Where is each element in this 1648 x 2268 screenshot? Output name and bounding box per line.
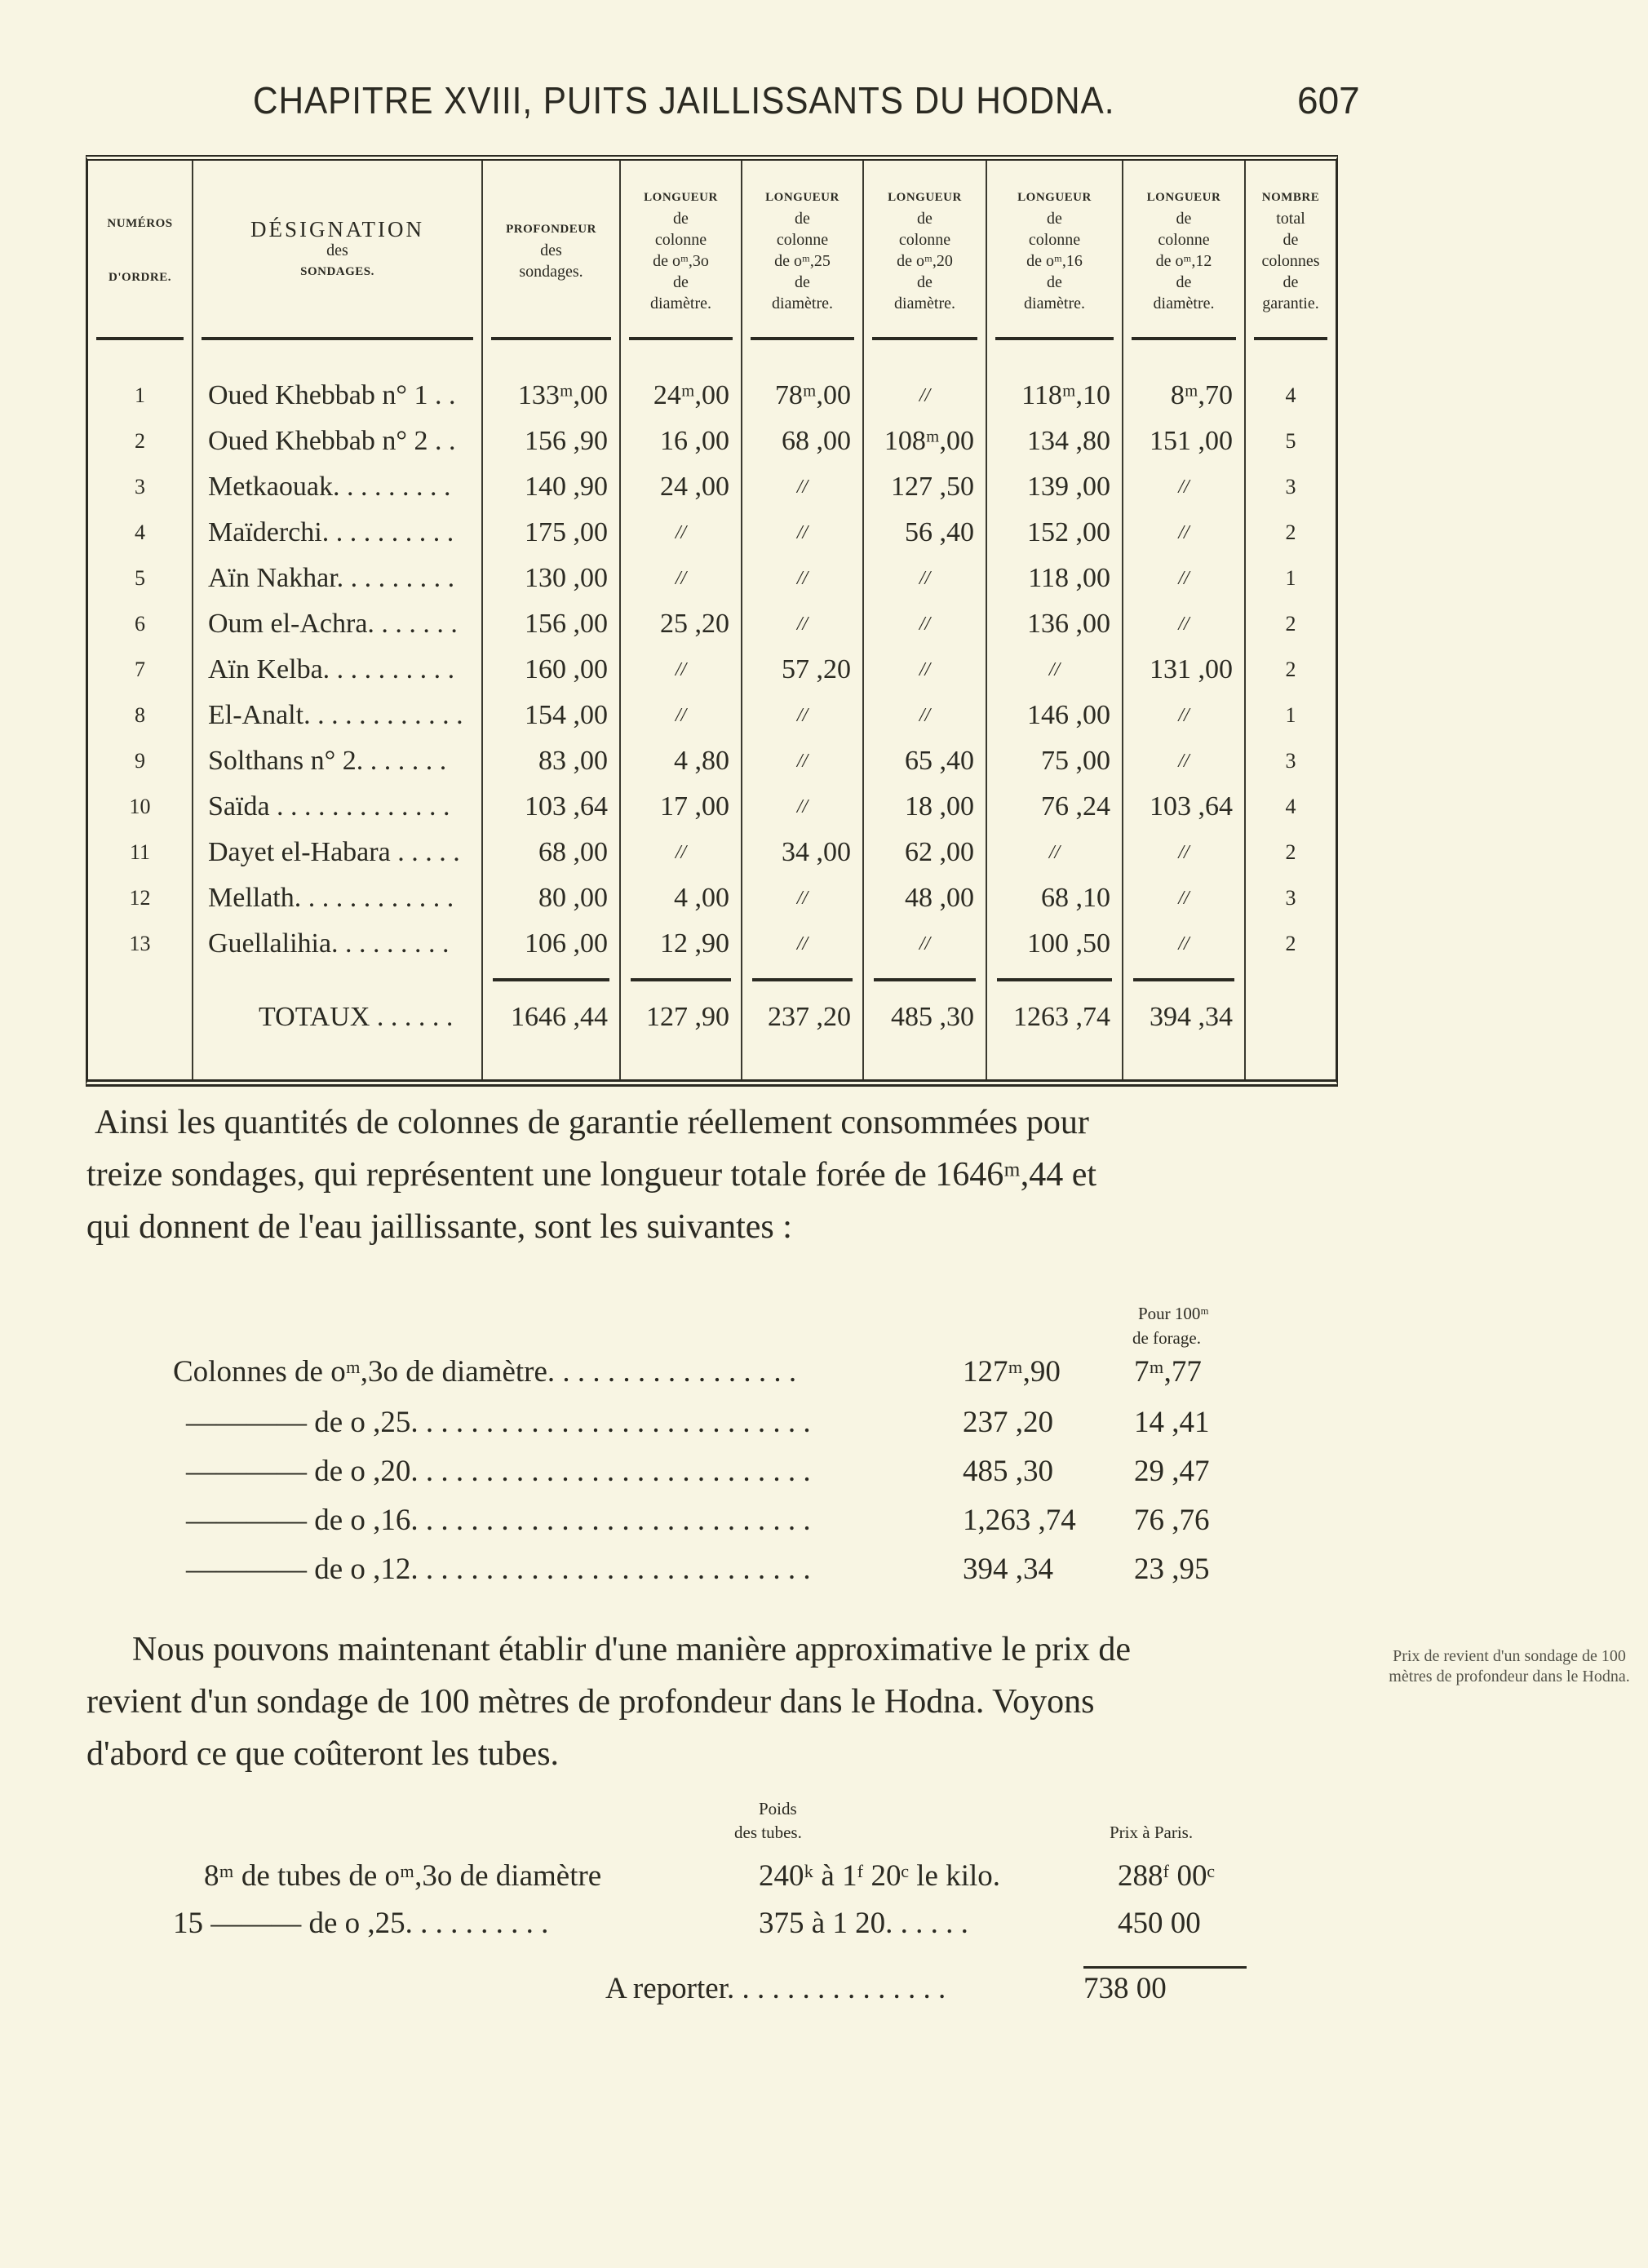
column-header-line: de <box>917 273 933 291</box>
table-header-row <box>88 161 1336 340</box>
column-header-line <box>88 234 192 267</box>
empty-cell <box>620 1040 742 1079</box>
empty-cell <box>482 1040 620 1079</box>
margin-note: Prix de revient d'un sondage de 100 mètres de profondeur dans le Hodna. <box>1389 1647 1630 1685</box>
depth: 130 ,00 <box>482 556 620 601</box>
len-020: 62 ,00 <box>863 830 986 875</box>
column-header <box>620 161 742 340</box>
column-header-line: LONGUEUR <box>644 191 718 204</box>
column-header-line: de <box>1047 273 1062 291</box>
column-header-line: de oᵐ,20 <box>897 252 953 270</box>
table-row <box>88 784 1336 830</box>
len-012: 394 ,34 <box>1123 994 1245 1040</box>
depth: 156 ,00 <box>482 601 620 647</box>
column-header-line: de <box>1283 273 1299 291</box>
spacer-row <box>88 1040 1336 1079</box>
table-row <box>88 601 1336 647</box>
len-012: // <box>1123 510 1245 556</box>
len-016: 136 ,00 <box>986 601 1123 647</box>
len-025: // <box>742 510 863 556</box>
len-025: 68 ,00 <box>742 419 863 464</box>
len-012: 151 ,00 <box>1123 419 1245 464</box>
well-name: Saïda . . . . . . . . . . . . . <box>193 784 482 830</box>
len-012: // <box>1123 601 1245 647</box>
well-name: Metkaouak. . . . . . . . . <box>193 464 482 510</box>
len-020: // <box>863 556 986 601</box>
len-012: // <box>1123 464 1245 510</box>
table-row <box>88 830 1336 875</box>
separator-cell <box>1123 967 1245 994</box>
len-030: 24ᵐ,00 <box>620 373 742 419</box>
column-header-line: LONGUEUR <box>1017 191 1092 204</box>
column-header-line: garantie. <box>1262 295 1319 312</box>
column-header-line: SONDAGES. <box>300 265 374 278</box>
len-016: 134 ,80 <box>986 419 1123 464</box>
len-012: 103 ,64 <box>1123 784 1245 830</box>
depth: 133ᵐ,00 <box>482 373 620 419</box>
len-020: // <box>863 921 986 967</box>
column-list-length: 127ᵐ,90 <box>963 1355 1061 1389</box>
len-016: 118 ,00 <box>986 556 1123 601</box>
column-header-line: des <box>326 241 348 259</box>
tube-price: 288ᶠ 00ᶜ <box>1118 1859 1215 1893</box>
depth: 106 ,00 <box>482 921 620 967</box>
table-row <box>88 921 1336 967</box>
empty-cell <box>1123 340 1245 373</box>
len-020: // <box>863 373 986 419</box>
len-020: // <box>863 601 986 647</box>
empty-cell <box>482 340 620 373</box>
len-016: // <box>986 647 1123 693</box>
well-name: Maïderchi. . . . . . . . . . <box>193 510 482 556</box>
len-030: // <box>620 510 742 556</box>
row-number: 6 <box>135 612 145 636</box>
column-header-line: diamètre. <box>650 295 711 312</box>
len-020: 56 ,40 <box>863 510 986 556</box>
column-header-line: colonnes <box>1261 252 1320 270</box>
len-016: 68 ,10 <box>986 875 1123 921</box>
total-count: 4 <box>1245 784 1336 830</box>
empty-cell <box>986 1040 1123 1079</box>
column-header-line: de oᵐ,16 <box>1026 252 1083 270</box>
len-030: // <box>620 647 742 693</box>
row-number: 3 <box>135 475 145 498</box>
column-list-length: 485 ,30 <box>963 1455 1053 1488</box>
empty-cell <box>88 1040 193 1079</box>
separator-cell <box>986 967 1123 994</box>
len-025: // <box>742 464 863 510</box>
tube-price: 450 00 <box>1118 1907 1201 1940</box>
column-header-line: de <box>795 273 810 291</box>
well-name: Aïn Nakhar. . . . . . . . . <box>193 556 482 601</box>
len-025: 78ᵐ,00 <box>742 373 863 419</box>
len-025: // <box>742 784 863 830</box>
len-016: 100 ,50 <box>986 921 1123 967</box>
column-header-line: diamètre. <box>1024 295 1085 312</box>
column-list-label: Colonnes de oᵐ,3o de diamètre. . . . . . . . . . . . . . . . . <box>173 1355 797 1389</box>
column-header-line: de <box>673 273 689 291</box>
column-header-line: colonne <box>1028 231 1081 249</box>
total-count: 2 <box>1245 601 1336 647</box>
len-025: // <box>742 556 863 601</box>
well-name: El-Analt. . . . . . . . . . . . <box>193 693 482 738</box>
column-header-line: LONGUEUR <box>765 191 840 204</box>
total-count: 3 <box>1245 875 1336 921</box>
len-012: // <box>1123 921 1245 967</box>
well-name: Aïn Kelba. . . . . . . . . . <box>193 647 482 693</box>
row-number: 13 <box>129 932 151 955</box>
empty-cell <box>1123 1040 1245 1079</box>
column-header-line: de <box>795 210 810 228</box>
total-count <box>1245 994 1336 1040</box>
len-012: // <box>1123 738 1245 784</box>
column-header-line: sondages. <box>519 263 583 281</box>
len-030: // <box>620 556 742 601</box>
row-number: 5 <box>135 566 145 590</box>
well-name: Oum el-Achra. . . . . . . <box>193 601 482 647</box>
data-table <box>86 155 1338 1087</box>
column-header <box>863 161 986 340</box>
len-020: // <box>863 693 986 738</box>
paragraph-line: treize sondages, qui représentent une longueur totale forée de 1646ᵐ,44 et <box>86 1156 1097 1194</box>
len-016: // <box>986 830 1123 875</box>
len-016: 139 ,00 <box>986 464 1123 510</box>
depth: 154 ,00 <box>482 693 620 738</box>
len-030: // <box>620 830 742 875</box>
len-016: 75 ,00 <box>986 738 1123 784</box>
column-header-line: diamètre. <box>1153 295 1215 312</box>
len-025: // <box>742 601 863 647</box>
len-025: 57 ,20 <box>742 647 863 693</box>
len-012: 8ᵐ,70 <box>1123 373 1245 419</box>
table-row <box>88 875 1336 921</box>
column-list-label: ———— de o ,16. . . . . . . . . . . . . . . . . . . . . . . . . . . <box>186 1504 811 1537</box>
paragraph-line: Nous pouvons maintenant établir d'une manière approximative le prix de <box>132 1631 1132 1668</box>
row-number: 4 <box>135 520 145 544</box>
column-header-line: LONGUEUR <box>888 191 962 204</box>
len-030: 17 ,00 <box>620 784 742 830</box>
len-016: 1263 ,74 <box>986 994 1123 1040</box>
price-header: Prix à Paris. <box>1110 1823 1194 1842</box>
row-number: 10 <box>129 795 151 818</box>
len-030: 127 ,90 <box>620 994 742 1040</box>
well-name: Solthans n° 2. . . . . . . <box>193 738 482 784</box>
separator-cell <box>1245 967 1336 994</box>
column-header-line: total <box>1276 210 1305 228</box>
column-header-line: de <box>917 210 933 228</box>
row-number: 1 <box>135 383 145 407</box>
separator-cell <box>620 967 742 994</box>
table-row <box>88 510 1336 556</box>
column-header-line: LONGUEUR <box>1146 191 1221 204</box>
total-count: 3 <box>1245 738 1336 784</box>
tube-label: 15 ——— de o ,25. . . . . . . . . . <box>173 1907 549 1940</box>
column-header-line: de <box>1283 231 1299 249</box>
table-row <box>88 738 1336 784</box>
column-header-line: de oᵐ,25 <box>774 252 831 270</box>
column-header-line: diamètre. <box>894 295 955 312</box>
len-025: // <box>742 875 863 921</box>
len-025: 34 ,00 <box>742 830 863 875</box>
well-name: Oued Khebbab n° 1 . . <box>193 373 482 419</box>
separator-cell <box>193 967 482 994</box>
len-025: // <box>742 921 863 967</box>
column-list-label: ———— de o ,25. . . . . . . . . . . . . . . . . . . . . . . . . . . <box>186 1406 811 1439</box>
total-count: 5 <box>1245 419 1336 464</box>
table-row <box>88 464 1336 510</box>
weight-header: Poids <box>759 1799 797 1818</box>
len-020: 108ᵐ,00 <box>863 419 986 464</box>
len-030: 16 ,00 <box>620 419 742 464</box>
total-count: 2 <box>1245 647 1336 693</box>
empty-cell <box>193 1040 482 1079</box>
column-header-line: de <box>673 210 689 228</box>
tube-label: 8ᵐ de tubes de oᵐ,3o de diamètre <box>204 1859 602 1893</box>
tube-weight: 240ᵏ à 1ᶠ 20ᶜ le kilo. <box>759 1859 1001 1893</box>
column-list-per100: 23 ,95 <box>1134 1553 1210 1586</box>
depth: 156 ,90 <box>482 419 620 464</box>
carry-value: 738 00 <box>1083 1972 1167 2005</box>
total-count: 2 <box>1245 830 1336 875</box>
column-header <box>1123 161 1245 340</box>
len-025: // <box>742 693 863 738</box>
empty-cell <box>1245 340 1336 373</box>
column-header <box>193 161 482 340</box>
column-list-label: ———— de o ,20. . . . . . . . . . . . . . . . . . . . . . . . . . . <box>186 1455 811 1488</box>
column-list-per100: 29 ,47 <box>1134 1455 1210 1488</box>
sum-rule <box>1083 1966 1247 1969</box>
depth: 83 ,00 <box>482 738 620 784</box>
row-number: 9 <box>135 749 145 773</box>
column-list-per100: 14 ,41 <box>1134 1406 1210 1439</box>
column-header <box>1245 161 1336 340</box>
well-name: Oued Khebbab n° 2 . . <box>193 419 482 464</box>
row-number: 2 <box>135 429 145 453</box>
well-name: Dayet el-Habara . . . . . <box>193 830 482 875</box>
len-020: 127 ,50 <box>863 464 986 510</box>
column-header-line: de <box>1047 210 1062 228</box>
len-030: 24 ,00 <box>620 464 742 510</box>
len-012: // <box>1123 830 1245 875</box>
len-030: 12 ,90 <box>620 921 742 967</box>
column-list-length: 1,263 ,74 <box>963 1504 1076 1537</box>
depth: 68 ,00 <box>482 830 620 875</box>
empty-cell <box>986 340 1123 373</box>
len-016: 76 ,24 <box>986 784 1123 830</box>
per100-header: Pour 100ᵐ <box>1138 1304 1209 1323</box>
paragraph-line: Ainsi les quantités de colonnes de garantie réellement consommées pour <box>95 1104 1089 1141</box>
page-number: 607 <box>1297 79 1360 122</box>
total-count: 2 <box>1245 510 1336 556</box>
len-016: 152 ,00 <box>986 510 1123 556</box>
depth: 80 ,00 <box>482 875 620 921</box>
len-025: // <box>742 738 863 784</box>
column-header-line: des <box>540 241 562 259</box>
table-row <box>88 693 1336 738</box>
len-030: 4 ,00 <box>620 875 742 921</box>
column-list-label: ———— de o ,12. . . . . . . . . . . . . . . . . . . . . . . . . . . <box>186 1553 811 1586</box>
well-name: TOTAUX . . . . . . <box>193 994 482 1040</box>
column-header <box>482 161 620 340</box>
total-count: 1 <box>1245 556 1336 601</box>
depth: 160 ,00 <box>482 647 620 693</box>
paragraph-line: revient d'un sondage de 100 mètres de profondeur dans le Hodna. Voyons <box>86 1683 1095 1721</box>
empty-cell <box>863 340 986 373</box>
column-header-line: de oᵐ,3o <box>653 252 709 270</box>
total-count: 3 <box>1245 464 1336 510</box>
row-number: 12 <box>129 886 151 910</box>
table-row <box>88 647 1336 693</box>
carry-label: A reporter. . . . . . . . . . . . . . . <box>605 1972 946 2005</box>
column-header-line: colonne <box>654 231 707 249</box>
empty-cell <box>193 340 482 373</box>
empty-cell <box>742 340 863 373</box>
column-header-line: colonne <box>1158 231 1210 249</box>
column-list-per100: 7ᵐ,77 <box>1134 1355 1202 1389</box>
total-count: 4 <box>1245 373 1336 419</box>
empty-cell <box>742 1040 863 1079</box>
column-header-line: DÉSIGNATION <box>250 217 424 241</box>
column-header-line: colonne <box>776 231 829 249</box>
column-list-length: 394 ,34 <box>963 1553 1053 1586</box>
separator-cell <box>88 967 193 994</box>
well-name: Mellath. . . . . . . . . . . . <box>193 875 482 921</box>
len-020: 48 ,00 <box>863 875 986 921</box>
separator-cell <box>863 967 986 994</box>
column-header-line: NOMBRE <box>1261 191 1320 204</box>
tube-weight: 375 à 1 20. . . . . . <box>759 1907 968 1940</box>
row-number: 11 <box>129 840 151 864</box>
running-title: CHAPITRE XVIII, PUITS JAILLISSANTS DU HODNA. <box>253 79 1115 122</box>
len-012: // <box>1123 875 1245 921</box>
column-header-line: colonne <box>898 231 951 249</box>
separator-cell <box>482 967 620 994</box>
row-number: 7 <box>135 658 145 681</box>
column-header-line: de oᵐ,12 <box>1155 252 1212 270</box>
row-number <box>88 994 193 1040</box>
column-header-line: de <box>1176 273 1192 291</box>
depth: 175 ,00 <box>482 510 620 556</box>
len-016: 118ᵐ,10 <box>986 373 1123 419</box>
depth: 1646 ,44 <box>482 994 620 1040</box>
per100-header: de forage. <box>1132 1328 1201 1348</box>
depth: 140 ,90 <box>482 464 620 510</box>
len-020: 18 ,00 <box>863 784 986 830</box>
column-header-line: D'ORDRE. <box>109 271 171 284</box>
column-header-line: PROFONDEUR <box>506 223 596 236</box>
column-header <box>742 161 863 340</box>
len-020: 65 ,40 <box>863 738 986 784</box>
len-012: 131 ,00 <box>1123 647 1245 693</box>
separator-cell <box>742 967 863 994</box>
paragraph-line: d'abord ce que coûteront les tubes. <box>86 1735 560 1773</box>
column-header <box>88 161 193 340</box>
total-count: 1 <box>1245 693 1336 738</box>
table-row <box>88 556 1336 601</box>
totals-separator <box>88 967 1336 994</box>
empty-cell <box>620 340 742 373</box>
depth: 103 ,64 <box>482 784 620 830</box>
well-name: Guellalihia. . . . . . . . . <box>193 921 482 967</box>
table-row <box>88 419 1336 464</box>
weight-header: des tubes. <box>734 1823 802 1842</box>
totals-row <box>88 994 1336 1040</box>
paragraph-line: qui donnent de l'eau jaillissante, sont les suivantes : <box>86 1208 792 1246</box>
empty-cell <box>1245 1040 1336 1079</box>
column-header-line: diamètre. <box>772 295 833 312</box>
len-030: 4 ,80 <box>620 738 742 784</box>
len-012: // <box>1123 556 1245 601</box>
total-count: 2 <box>1245 921 1336 967</box>
column-list-per100: 76 ,76 <box>1134 1504 1210 1537</box>
empty-cell <box>863 1040 986 1079</box>
len-020: // <box>863 647 986 693</box>
table-row <box>88 373 1336 419</box>
len-025: 237 ,20 <box>742 994 863 1040</box>
len-020: 485 ,30 <box>863 994 986 1040</box>
column-list-length: 237 ,20 <box>963 1406 1053 1439</box>
column-header <box>986 161 1123 340</box>
row-number: 8 <box>135 703 145 727</box>
column-header-line: NUMÉROS <box>107 217 173 230</box>
len-012: // <box>1123 693 1245 738</box>
spacer-row <box>88 340 1336 373</box>
len-030: // <box>620 693 742 738</box>
len-030: 25 ,20 <box>620 601 742 647</box>
empty-cell <box>88 340 193 373</box>
column-header-line: de <box>1176 210 1192 228</box>
len-016: 146 ,00 <box>986 693 1123 738</box>
